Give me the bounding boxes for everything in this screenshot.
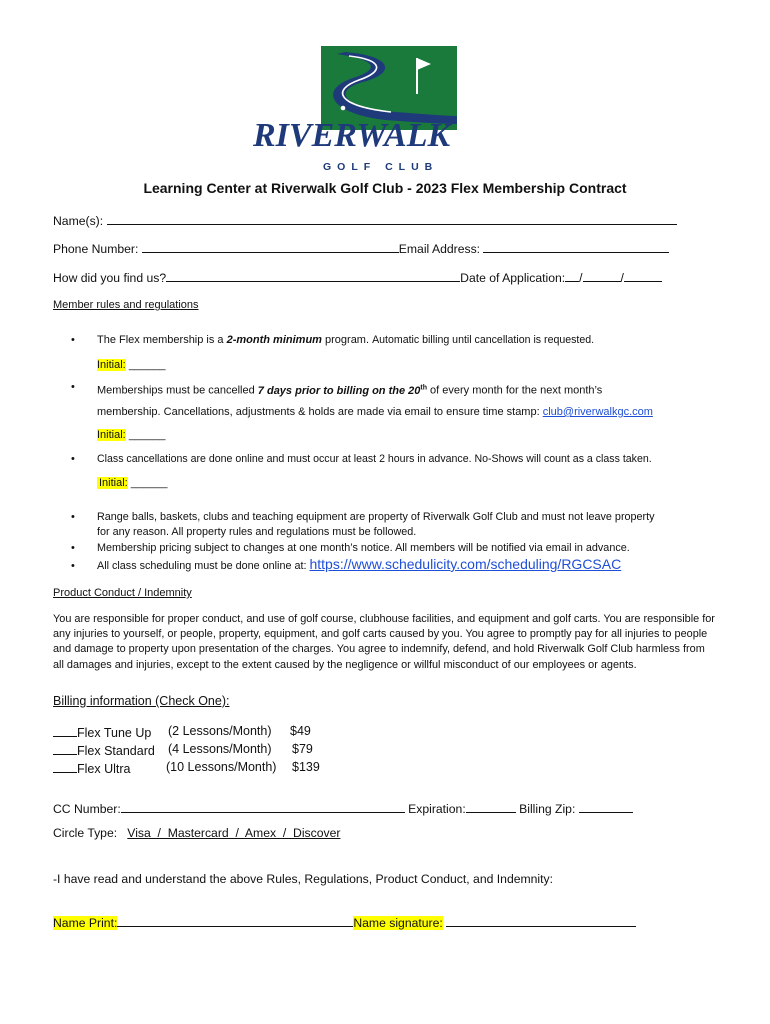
initial-field[interactable]: ______ [128,429,166,441]
conduct-heading: Product Conduct / Indemnity [53,587,192,599]
card-type-label: Circle Type: [53,826,118,840]
billing-heading: Billing information (Check One): [53,694,230,708]
bullet: • [71,542,75,554]
logo-name: RIVERWALK [253,117,451,154]
names-field[interactable] [107,212,677,225]
phone-email-row [53,240,669,256]
how-date-row [53,269,662,285]
billing-option-tuneup[interactable] [53,724,151,740]
initial-field[interactable]: ______ [130,477,168,489]
rule-cancellation [97,380,602,399]
option-price: $49 [290,724,311,738]
rule-cancellation-cont [97,405,653,420]
option-lessons: (2 Lessons/Month) [168,724,272,738]
initial-field[interactable]: ______ [128,359,166,371]
initial-label: Initial: [99,477,128,489]
option-lessons: (4 Lessons/Month) [168,742,272,756]
date-sep: / [579,271,583,285]
initial-row [97,428,166,443]
name-signature-field[interactable] [446,914,636,927]
rule-minimum [97,333,594,348]
logo-graphic [245,42,495,174]
signature-row [53,914,636,930]
bullet: • [71,334,75,346]
how-field[interactable] [166,269,460,282]
billing-zip-field[interactable] [579,800,633,813]
logo [245,42,495,174]
rule-emphasis: 7 days prior to billing on the 20 [257,384,421,397]
email-field[interactable] [483,240,669,253]
rule-sup: th [420,384,427,391]
bullet: • [71,511,75,523]
billing-option-ultra[interactable] [53,760,130,776]
bullet: • [71,560,75,572]
option-name: Flex Ultra [77,762,131,776]
initial-row [97,358,166,373]
name-signature-label: Name signature: [353,916,443,930]
acknowledgement: -I have read and understand the above Rules, Regulations, Product Conduct, and Indemnity: [53,872,554,886]
name-print-field[interactable] [117,914,353,927]
expiration-label: Expiration: [408,802,466,816]
email-label: Email Address: [398,242,481,256]
date-sep: / [620,271,624,285]
names-label: Name(s): [53,214,104,228]
initial-label: Initial: [97,429,126,441]
how-label: How did you find us? [53,271,167,285]
phone-label: Phone Number: [53,242,139,256]
conduct-paragraph: You are responsible for proper conduct, and use of golf course, clubhouse facilities, and equipment and golf carts. You are responsible for any injuries to yourself, or people, property, equipment, and golf carts caused by you. You agree to promptly pay for all injuries to people and damage to property upon presentation of the charges. You agree to indemnify, defend, and hold Riverwalk Golf Club harmless from all damages and injuries, except to the extent caused by the negligence or willful misconduct of our employees or agents. [53,613,715,671]
option-price: $79 [292,742,313,756]
rules-heading: Member rules and regulations [53,299,199,311]
checkbox-blank[interactable] [53,760,77,773]
date-label: Date of Application: [460,271,566,285]
golf-ball-icon [341,106,346,111]
option-name: Flex Tune Up [77,726,152,740]
initial-label: Initial: [97,359,126,371]
rule-text: Memberships must be cancelled [97,384,258,397]
rule-text: for any reason. All property rules and regulations must be followed. [97,526,417,538]
scheduling-link[interactable]: https://www.schedulicity.com/scheduling/RGCSAC [309,556,622,572]
date-year-field[interactable] [624,269,662,282]
email-link[interactable]: club@riverwalkgc.com [542,406,653,418]
billing-zip-label: Billing Zip: [519,802,576,816]
rule-class-cancel: Class cancellations are done online and must occur at least 2 hours in advance. No-Shows will count as a class taken. [97,453,652,465]
rule-text: program. [321,334,373,346]
rule-text: The Flex membership is a [97,334,227,346]
rule-small-text: Automatic billing until cancellation is requested. [372,334,595,346]
checkbox-blank[interactable] [53,724,77,737]
option-name: Flex Standard [77,744,155,758]
rule-text: All class scheduling must be done online at: [97,560,310,572]
page-title: Learning Center at Riverwalk Golf Club - 2023 Flex Membership Contract [143,180,627,196]
card-type-options[interactable]: Visa / Mastercard / Amex / Discover [127,826,341,840]
names-row [53,212,677,228]
rule-pricing: Membership pricing subject to changes at one month’s notice. All members will be notified via email in advance. [97,542,630,554]
initial-row [97,476,168,491]
date-month-field[interactable] [565,269,579,282]
checkbox-blank[interactable] [53,742,77,755]
logo-subtitle: GOLF CLUB [323,161,439,173]
rule-scheduling [97,557,621,574]
rule-text: of every month for the next month’s [426,384,603,397]
option-price: $139 [292,760,320,774]
name-print-label: Name Print: [53,916,118,930]
card-type-row [53,826,340,840]
date-day-field[interactable] [583,269,621,282]
billing-option-standard[interactable] [53,742,155,758]
rule-emphasis: 2-month minimum [226,334,322,346]
cc-number-field[interactable] [121,800,405,813]
cc-number-label: CC Number: [53,802,121,816]
option-lessons: (10 Lessons/Month) [166,760,277,774]
bullet: • [71,381,75,393]
bullet: • [71,453,75,465]
rule-text: membership. Cancellations, adjustments & holds are made via email to ensure time stamp: [97,406,543,418]
phone-field[interactable] [142,240,399,253]
expiration-field[interactable] [466,800,516,813]
rule-property [97,510,655,540]
cc-row [53,800,633,816]
rule-text: Range balls, baskets, clubs and teaching equipment are property of Riverwalk Golf Club and must not leave property [97,511,655,523]
